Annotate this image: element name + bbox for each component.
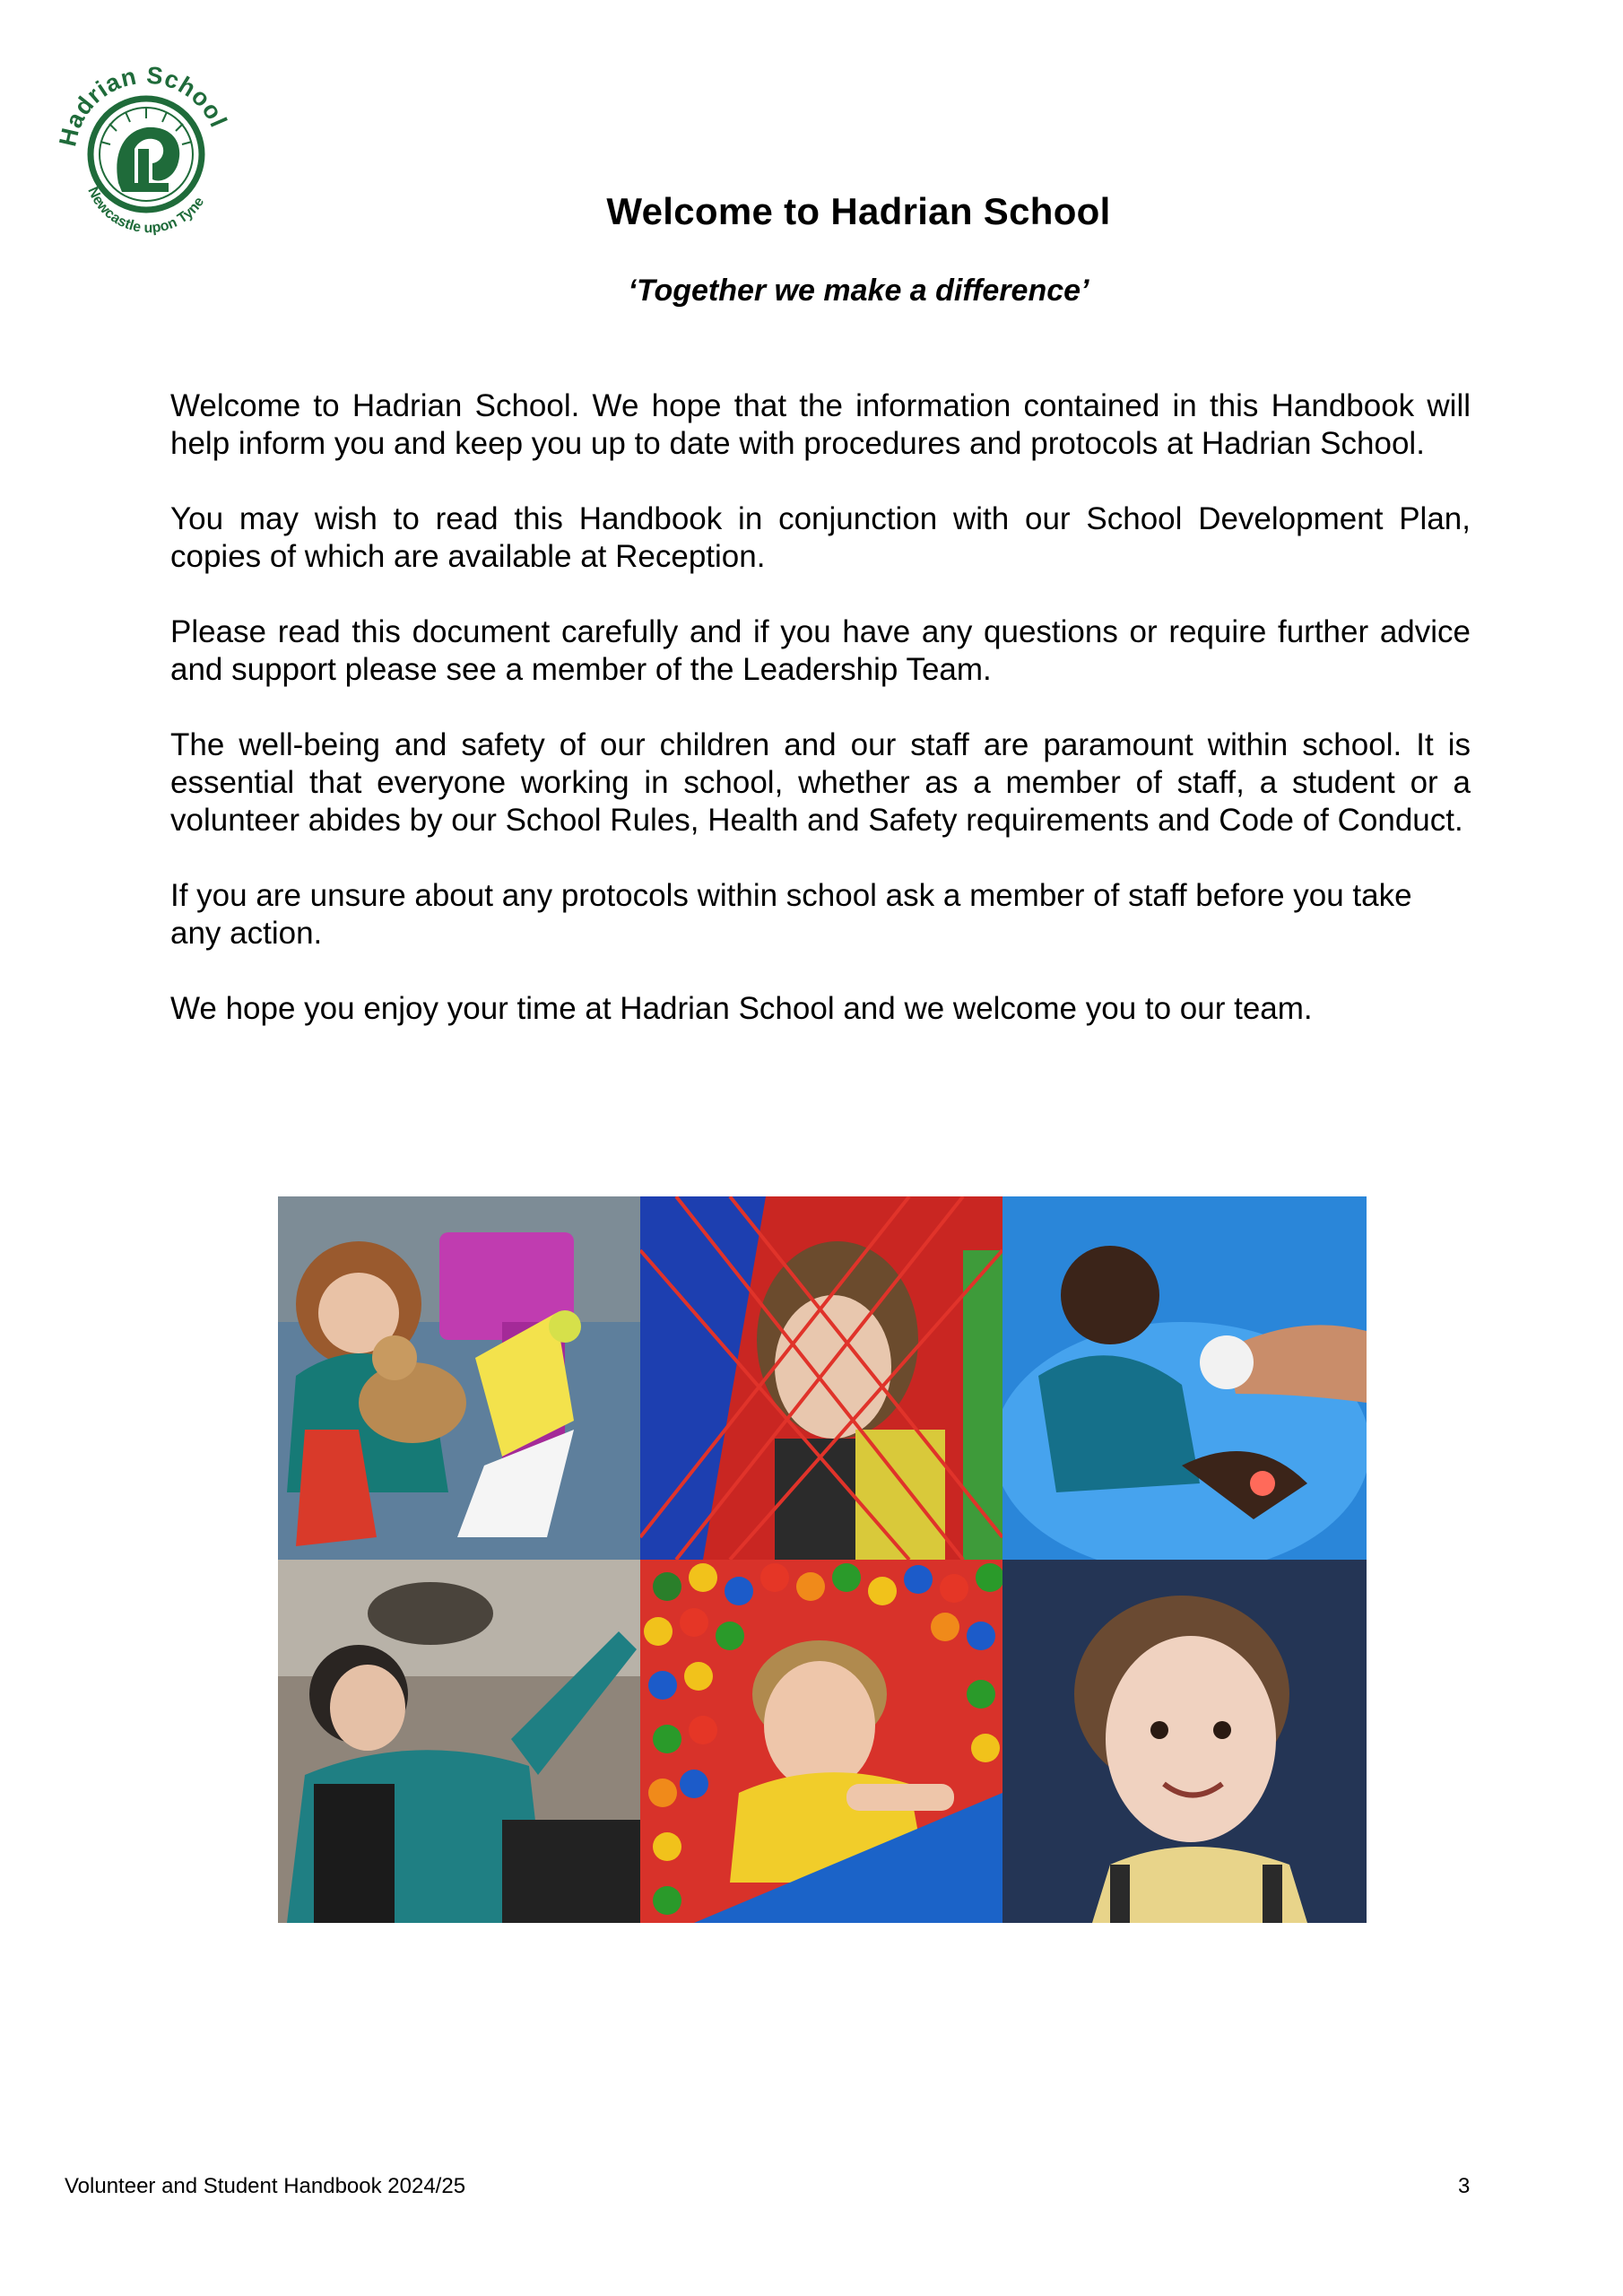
- paragraph: You may wish to read this Handbook in conjunction with our School Development Plan, copies of which are available at Reception.: [170, 501, 1471, 574]
- photo-collage: [278, 1196, 1367, 1923]
- paragraph: Please read this document carefully and if you have any questions or require further advice and support please see a member of the Leadership Team.: [170, 614, 1471, 687]
- paragraph: If you are unsure about any protocols within school ask a member of staff before you take any action.: [170, 878, 1412, 951]
- paragraph: We hope you enjoy your time at Hadrian School and we welcome you to our team.: [170, 991, 1313, 1026]
- paragraph: Welcome to Hadrian School. We hope that the information contained in this Handbook will help inform you and keep you up to date with procedures and protocols at Hadrian School.: [170, 388, 1471, 461]
- logo-arc-bottom-text: Newcastle upon Tyne: [84, 185, 208, 237]
- footer-document-name: Volunteer and Student Handbook 2024/25: [65, 2174, 466, 2198]
- photo-boy-in-ball-pit: [640, 1560, 1002, 1923]
- paragraph: The well-being and safety of our children and our staff are paramount within school. It is essential that everyone working in school, whether as a member of staff, a student or a volunteer abides by our School Rules, Health and Safety requirements and Code of Conduct.: [170, 727, 1471, 838]
- photo-child-behind-net: [640, 1196, 1002, 1560]
- photo-smiling-girl: [1002, 1560, 1367, 1923]
- footer-page-number: 3: [1458, 2174, 1471, 2198]
- photo-child-on-beanbag: [1002, 1196, 1367, 1560]
- photo-child-in-wheelchair: [278, 1560, 640, 1923]
- school-motto: ‘Together we make a difference’: [628, 274, 1089, 308]
- photo-girl-with-teddy: [278, 1196, 640, 1560]
- page-title: Welcome to Hadrian School: [606, 190, 1111, 232]
- logo-arc-top-text: adrian Schoo: [59, 61, 229, 133]
- welcome-body: [170, 387, 1471, 1065]
